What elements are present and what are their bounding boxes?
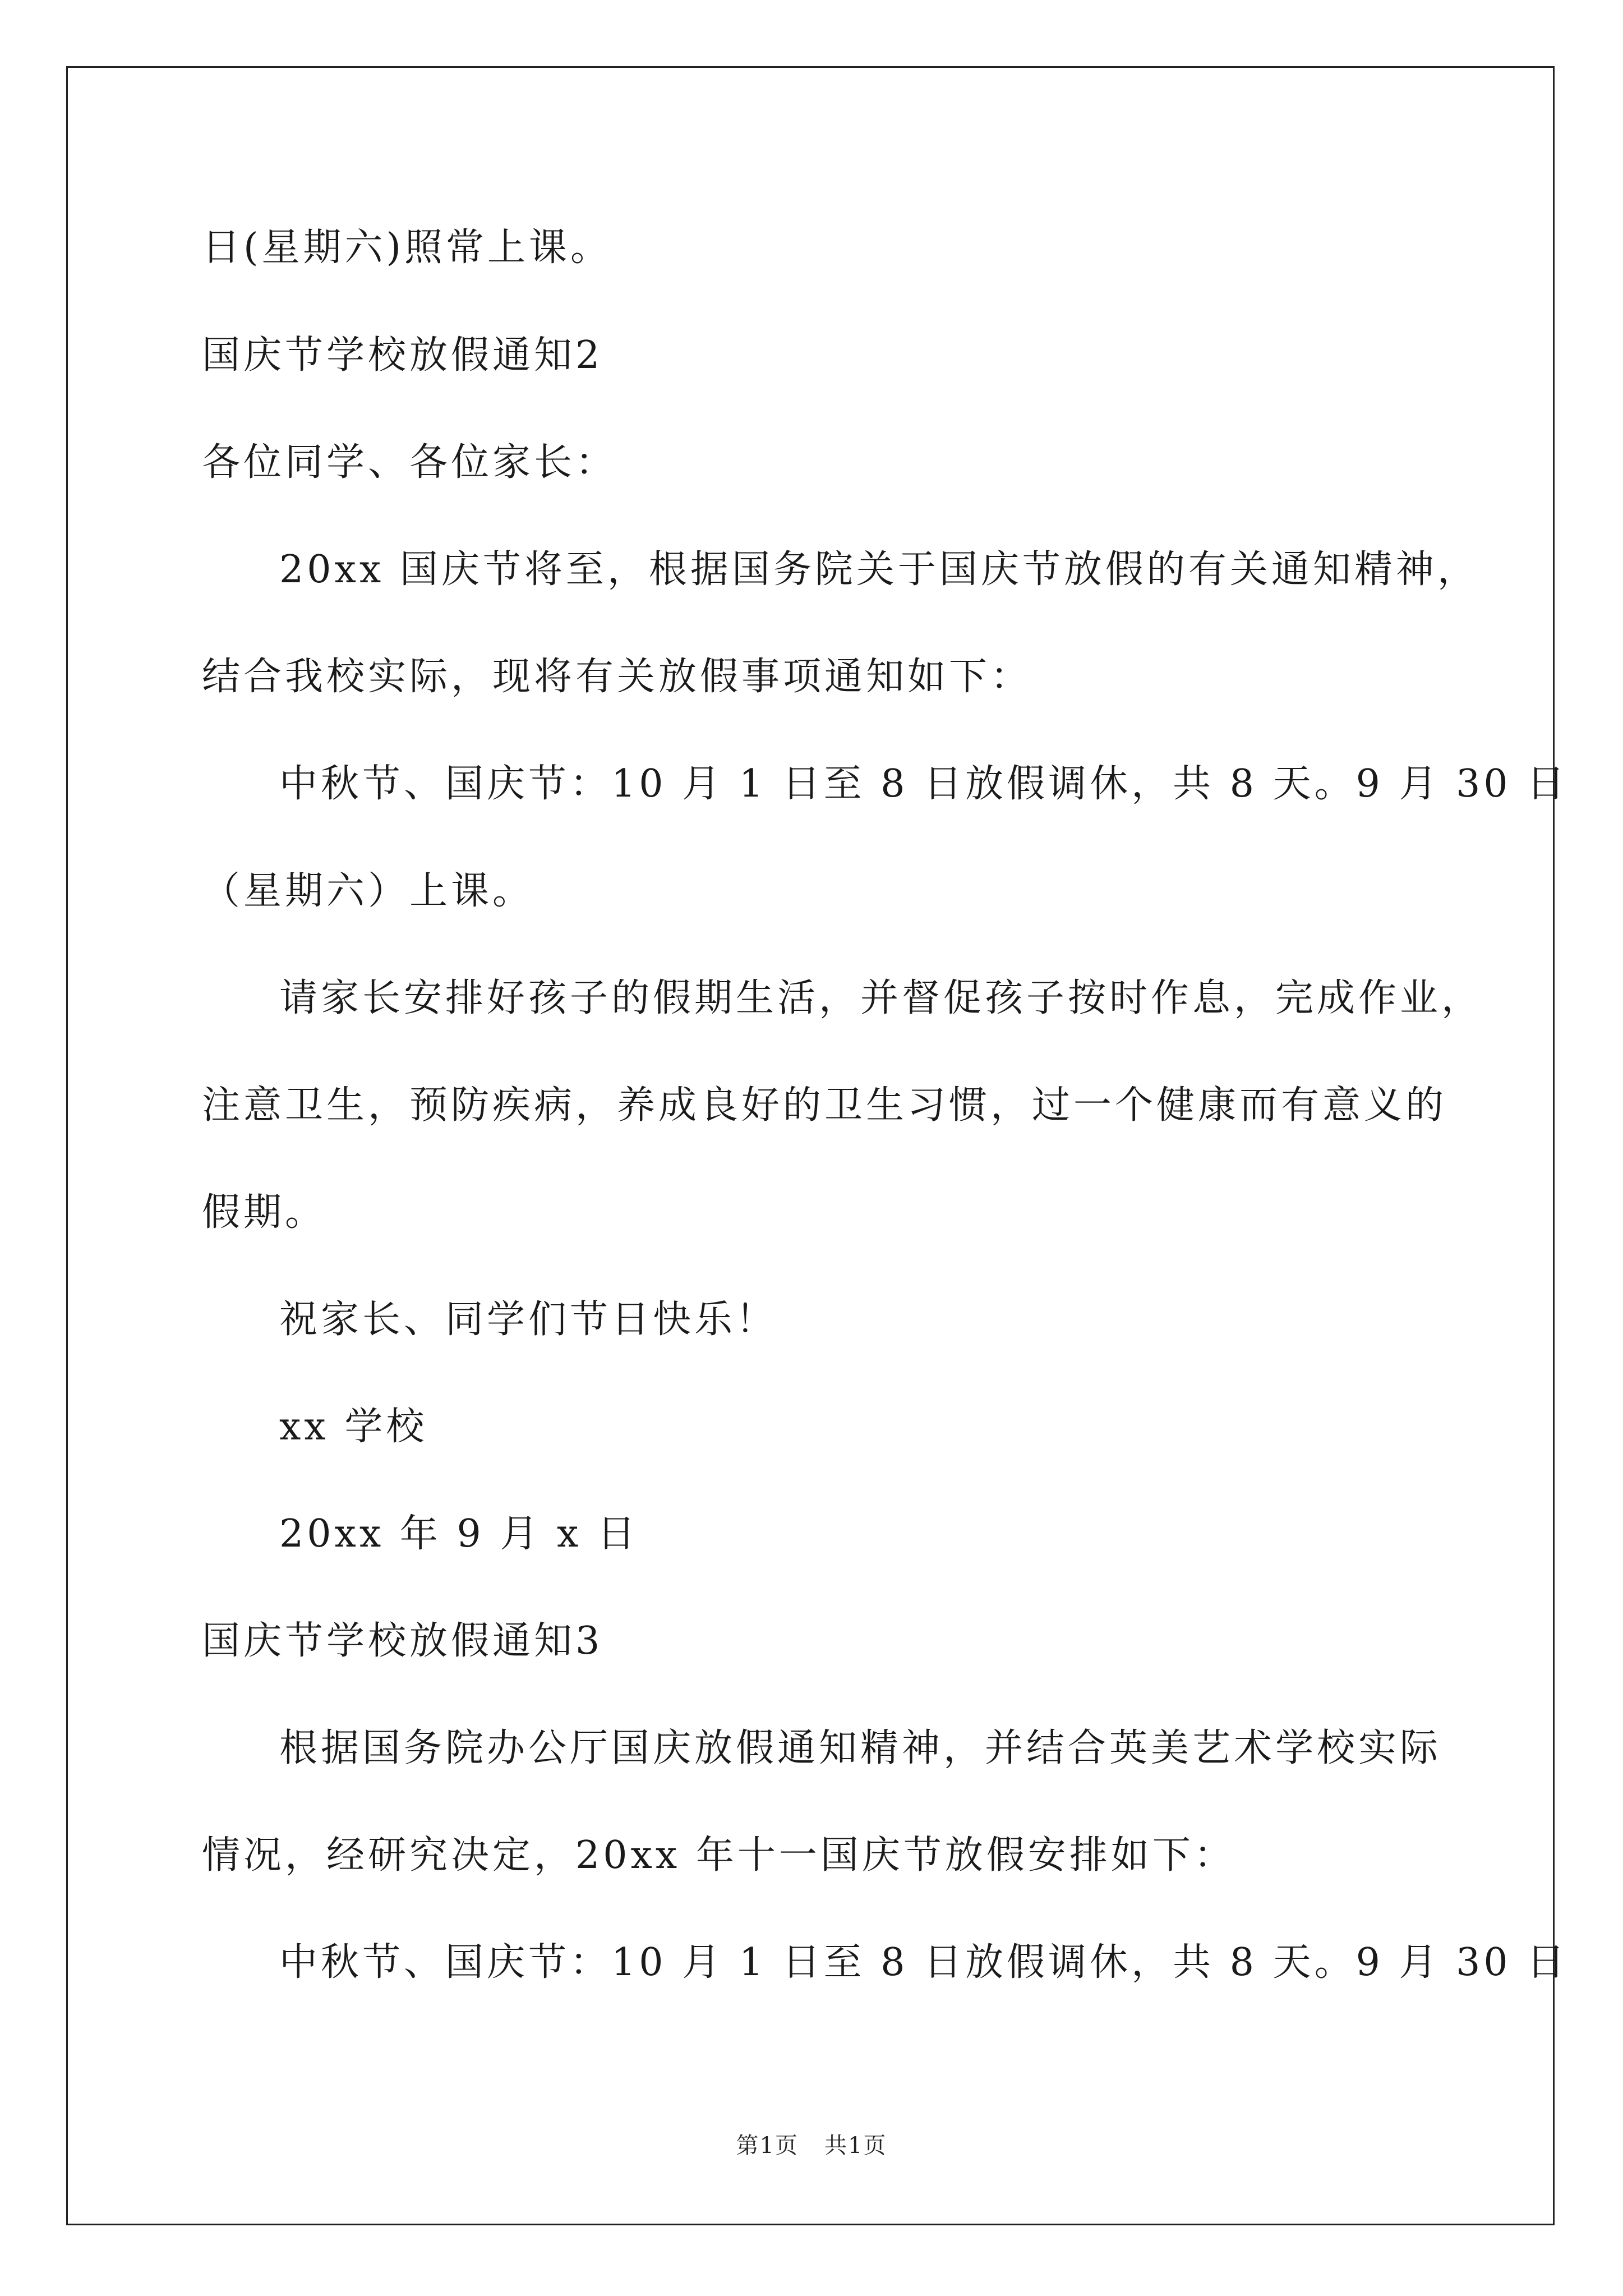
page-border	[66, 66, 1555, 2225]
text-line: （星期六）上课。	[202, 869, 534, 913]
text-line: 结合我校实际，现将有关放假事项通知如下：	[202, 655, 1032, 699]
text-line: 中秋节、国庆节：10 月 1 日至 8 日放假调休，共 8 天。9 月 30 日	[279, 1940, 1569, 1985]
page-footer	[0, 2132, 1623, 2160]
text-line: 中秋节、国庆节：10 月 1 日至 8 日放假调休，共 8 天。9 月 30 日	[279, 762, 1569, 806]
signature-date: 20xx 年 9 月 x 日	[279, 1512, 639, 1556]
text-line: 20xx 国庆节将至，根据国务院关于国庆节放假的有关通知精神，	[279, 547, 1479, 592]
salutation: 各位同学、各位家长：	[202, 440, 617, 485]
section-heading: 国庆节学校放假通知3	[202, 1619, 603, 1663]
text-line: 注意卫生，预防疾病，养成良好的卫生习惯，过一个健康而有意义的	[202, 1083, 1447, 1128]
text-line: 日(星期六)照常上课。	[202, 226, 612, 270]
text-line: 情况，经研究决定，20xx 年十一国庆节放假安排如下：	[202, 1833, 1235, 1878]
closing-greeting: 祝家长、同学们节日快乐！	[279, 1297, 778, 1342]
section-heading: 国庆节学校放假通知2	[202, 333, 603, 378]
text-line: 假期。	[202, 1190, 327, 1235]
signature-school: xx 学校	[279, 1405, 428, 1449]
page-total: 共1页	[824, 2133, 887, 2159]
text-line: 根据国务院办公厅国庆放假通知精神，并结合英美艺术学校实际	[279, 1726, 1442, 1770]
text-line: 请家长安排好孩子的假期生活，并督促孩子按时作息，完成作业，	[279, 976, 1483, 1020]
page-number: 第1页	[736, 2133, 799, 2159]
